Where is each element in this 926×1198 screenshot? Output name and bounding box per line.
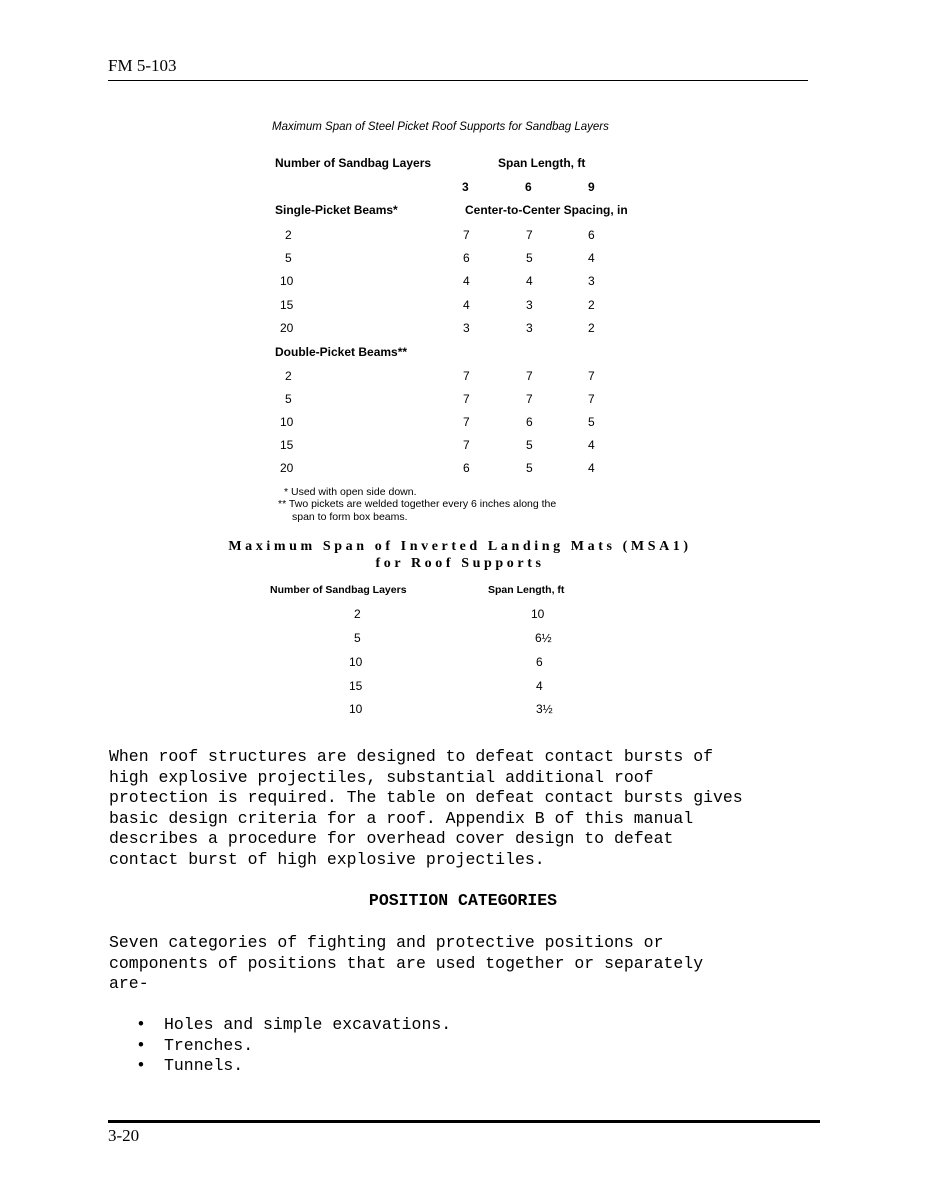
span-length-value: 3 xyxy=(462,180,469,194)
spacing-cell: 7 xyxy=(526,228,533,242)
layers-cell: 10 xyxy=(349,702,363,716)
title-line: Maximum Span of Inverted Landing Mats (MSA1) xyxy=(228,539,692,554)
layers-cell: 15 xyxy=(280,438,294,452)
spacing-cell: 3 xyxy=(526,321,533,335)
table-header-row xyxy=(0,156,926,174)
spacing-cell: 7 xyxy=(526,392,533,406)
footnote: * Used with open side down. xyxy=(284,486,417,498)
double-picket-label: Double-Picket Beams** xyxy=(275,345,408,359)
column-header-layers: Number of Sandbag Layers xyxy=(270,584,407,596)
table-title: Maximum Span of Steel Picket Roof Supports for Sandbag Layers xyxy=(272,121,609,133)
table-row xyxy=(0,274,926,292)
span-length-row xyxy=(0,180,926,198)
spacing-cell: 4 xyxy=(588,251,595,265)
table-row xyxy=(0,298,926,316)
layers-cell: 15 xyxy=(280,298,294,312)
spacing-cell: 4 xyxy=(526,274,533,288)
spacing-cell: 4 xyxy=(463,274,470,288)
bullet-icon: • xyxy=(136,1056,146,1075)
table-row xyxy=(0,392,926,410)
spacing-cell: 5 xyxy=(526,438,533,452)
footnote: span to form box beams. xyxy=(292,511,408,523)
column-header-layers: Number of Sandbag Layers xyxy=(275,156,432,170)
table-row xyxy=(0,461,926,479)
table-row xyxy=(0,438,926,456)
title-line: for Roof Supports xyxy=(375,556,545,571)
bullet-icon: • xyxy=(136,1015,146,1034)
table-row xyxy=(0,631,926,649)
spacing-cell: 5 xyxy=(526,461,533,475)
list-item xyxy=(136,1036,451,1057)
section-heading: POSITION CATEGORIES xyxy=(368,891,558,910)
list-item-text: Holes and simple excavations. xyxy=(164,1015,452,1034)
spacing-cell: 3 xyxy=(463,321,470,335)
column-header-span: Span Length, ft xyxy=(488,584,565,596)
document-header xyxy=(108,56,808,81)
spacing-cell: 7 xyxy=(588,392,595,406)
spacing-cell: 7 xyxy=(463,392,470,406)
table-row xyxy=(0,607,926,625)
spacing-cell: 3 xyxy=(588,274,595,288)
layers-cell: 2 xyxy=(354,607,361,621)
bullet-list xyxy=(136,1015,451,1077)
spacing-cell: 7 xyxy=(463,228,470,242)
landing-mats-table-title xyxy=(160,538,760,572)
spacing-cell: 4 xyxy=(588,461,595,475)
spacing-cell: 7 xyxy=(463,369,470,383)
section-header-row xyxy=(0,203,926,221)
table-row xyxy=(0,321,926,339)
spacing-cell: 6 xyxy=(526,415,533,429)
table-row xyxy=(0,228,926,246)
spacing-cell: 2 xyxy=(588,321,595,335)
spacing-cell: 6 xyxy=(588,228,595,242)
section-header-row xyxy=(0,345,926,363)
table-row xyxy=(0,702,926,720)
footnote: ** Two pickets are welded together every 6 inches along the xyxy=(278,498,557,510)
spacing-cell: 4 xyxy=(588,438,595,452)
footer-divider xyxy=(108,1120,820,1123)
list-item-text: Tunnels. xyxy=(164,1056,244,1075)
list-item xyxy=(136,1015,451,1036)
layers-cell: 10 xyxy=(280,274,294,288)
table-row xyxy=(0,415,926,433)
spacing-cell: 5 xyxy=(588,415,595,429)
spacing-label: Center-to-Center Spacing, in xyxy=(465,203,628,217)
paragraph-categories: Seven categories of fighting and protective positions or components of positions that are used together or separately are- xyxy=(109,933,704,993)
layers-cell: 5 xyxy=(285,251,292,265)
table-header-row xyxy=(0,584,926,602)
span-cell: 10 xyxy=(531,607,545,621)
spacing-cell: 7 xyxy=(588,369,595,383)
spacing-cell: 7 xyxy=(526,369,533,383)
layers-cell: 5 xyxy=(285,392,292,406)
span-length-value: 6 xyxy=(525,180,532,194)
document-id: FM 5-103 xyxy=(108,56,177,75)
spacing-cell: 5 xyxy=(526,251,533,265)
spacing-cell: 7 xyxy=(463,438,470,452)
table-row xyxy=(0,251,926,269)
layers-cell: 5 xyxy=(354,631,361,645)
column-header-span: Span Length, ft xyxy=(498,156,586,170)
spacing-cell: 6 xyxy=(463,461,470,475)
layers-cell: 15 xyxy=(349,679,363,693)
layers-cell: 2 xyxy=(285,369,292,383)
paragraph-contact-bursts: When roof structures are designed to defeat contact bursts of high explosive projectiles, substantial additional roof protection is required. The table on defeat contact bursts gives basic design criteria for a roof. Appendix B of this manual describes a procedure for overhead cover design to defeat contact burst of high explosive projectiles. xyxy=(109,747,743,869)
span-cell: 6½ xyxy=(535,631,552,645)
list-item-text: Trenches. xyxy=(164,1035,254,1055)
span-length-value: 9 xyxy=(588,180,595,194)
spacing-cell: 2 xyxy=(588,298,595,312)
layers-cell: 10 xyxy=(349,655,363,669)
bullet-icon: • xyxy=(136,1035,146,1055)
span-cell: 6 xyxy=(536,655,543,669)
table-row xyxy=(0,369,926,387)
table-row xyxy=(0,655,926,673)
spacing-cell: 4 xyxy=(463,298,470,312)
list-item xyxy=(136,1056,451,1077)
spacing-cell: 3 xyxy=(526,298,533,312)
table-row xyxy=(0,679,926,697)
layers-cell: 2 xyxy=(285,228,292,242)
layers-cell: 20 xyxy=(280,321,294,335)
spacing-cell: 7 xyxy=(463,415,470,429)
spacing-cell: 6 xyxy=(463,251,470,265)
single-picket-label: Single-Picket Beams* xyxy=(275,203,398,217)
layers-cell: 20 xyxy=(280,461,294,475)
span-cell: 3½ xyxy=(536,702,553,716)
span-cell: 4 xyxy=(536,679,543,693)
layers-cell: 10 xyxy=(280,415,294,429)
page-number: 3-20 xyxy=(108,1126,140,1145)
